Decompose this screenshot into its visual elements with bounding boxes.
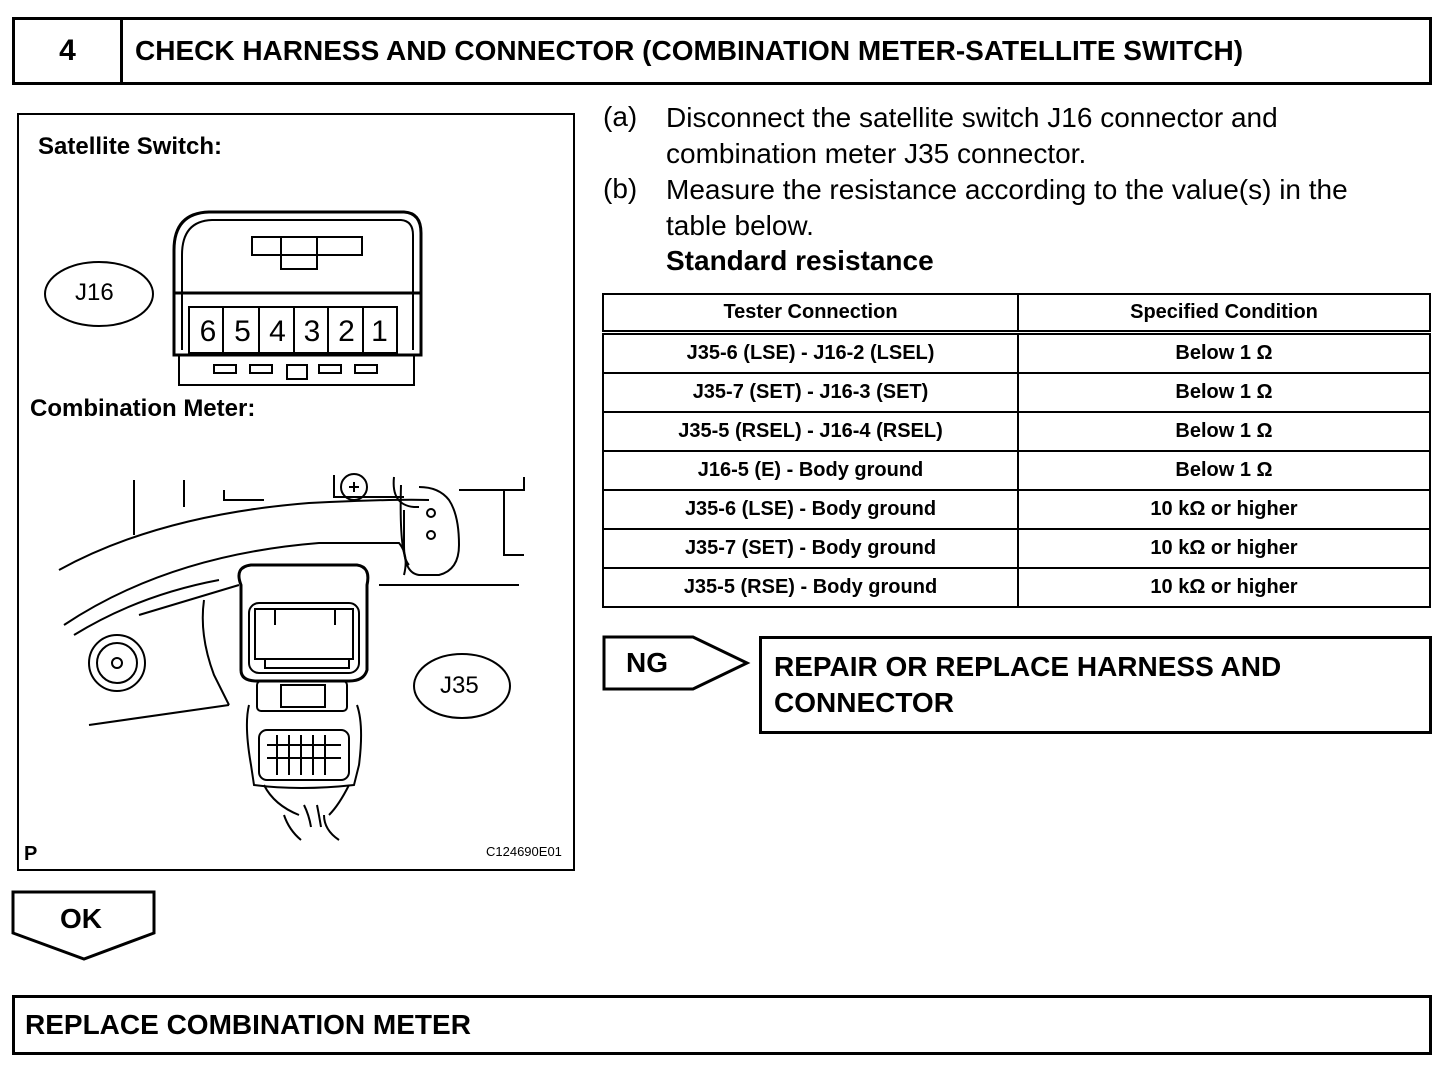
table-header-row <box>603 294 1430 333</box>
standard-resistance-label: Standard resistance <box>666 245 934 276</box>
table-row <box>603 451 1430 490</box>
instruction-letter-b: (b) <box>603 173 638 204</box>
tester-connection-cell: J35-5 (RSEL) - J16-4 (RSEL) <box>603 412 1018 451</box>
table-row <box>603 529 1430 568</box>
table-row <box>603 373 1430 412</box>
table-row <box>603 490 1430 529</box>
j35-label: J35 <box>440 672 479 699</box>
specified-condition-cell: Below 1 Ω <box>1018 412 1430 451</box>
j16-pin: 3 <box>303 315 321 348</box>
instruction-b-line-2: table below. <box>666 210 814 241</box>
final-result-box <box>12 995 1432 1055</box>
j16-pin-row <box>191 313 395 351</box>
column-header: Tester Connection <box>603 294 1018 333</box>
specified-condition-cell: Below 1 Ω <box>1018 333 1430 374</box>
connector-figure <box>17 113 575 871</box>
final-result-text: REPLACE COMBINATION METER <box>25 1009 471 1040</box>
satellite-switch-label: Satellite Switch: <box>38 133 223 160</box>
combination-meter-label: Combination Meter: <box>30 395 256 422</box>
tester-connection-cell: J35-6 (LSE) - Body ground <box>603 490 1018 529</box>
specified-condition-cell: 10 kΩ or higher <box>1018 529 1430 568</box>
tester-connection-cell: J35-6 (LSE) - J16-2 (LSEL) <box>603 333 1018 374</box>
instruction-letter-a: (a) <box>603 101 638 132</box>
ng-label: NG <box>626 647 668 678</box>
j16-pin: 1 <box>371 315 388 348</box>
step-header <box>12 17 1432 85</box>
j16-connector-drawing <box>174 212 421 385</box>
table-row <box>603 333 1430 374</box>
specified-condition-cell: 10 kΩ or higher <box>1018 490 1430 529</box>
ng-result-line: CONNECTOR <box>774 687 954 718</box>
tester-connection-cell: J35-7 (SET) - J16-3 (SET) <box>603 373 1018 412</box>
corner-code: P <box>24 843 38 865</box>
instruction-a-line-2: combination meter J35 connector. <box>666 138 1087 169</box>
connector-illustration <box>19 115 573 869</box>
combination-meter-drawing <box>59 474 524 840</box>
table-row <box>603 568 1430 607</box>
instruction-b-line-1: Measure the resistance according to the value(s) in the <box>666 174 1348 205</box>
tester-connection-cell: J16-5 (E) - Body ground <box>603 451 1018 490</box>
specified-condition-cell: 10 kΩ or higher <box>1018 568 1430 607</box>
j16-pin: 2 <box>338 315 355 348</box>
j16-label: J16 <box>75 279 114 306</box>
tester-connection-cell: J35-5 (RSE) - Body ground <box>603 568 1018 607</box>
tester-connection-cell: J35-7 (SET) - Body ground <box>603 529 1018 568</box>
ng-result-box <box>759 636 1432 734</box>
step-title: CHECK HARNESS AND CONNECTOR (COMBINATION METER-SATELLITE SWITCH) <box>135 35 1244 66</box>
figure-id: C124690E01 <box>486 844 562 859</box>
specified-condition-cell: Below 1 Ω <box>1018 373 1430 412</box>
j16-pin: 6 <box>199 315 217 348</box>
ng-arrow-icon <box>601 634 753 694</box>
instruction-a-line-1: Disconnect the satellite switch J16 connector and <box>666 102 1278 133</box>
step-number: 4 <box>15 20 123 82</box>
ok-label: OK <box>60 903 102 934</box>
resistance-table <box>602 293 1431 608</box>
specified-condition-cell: Below 1 Ω <box>1018 451 1430 490</box>
ng-result-text <box>774 649 1414 721</box>
ng-result-line: REPAIR OR REPLACE HARNESS AND <box>774 651 1282 682</box>
j16-pin: 5 <box>234 315 251 348</box>
column-header: Specified Condition <box>1018 294 1430 333</box>
j16-pin: 4 <box>269 315 286 348</box>
table-row <box>603 412 1430 451</box>
